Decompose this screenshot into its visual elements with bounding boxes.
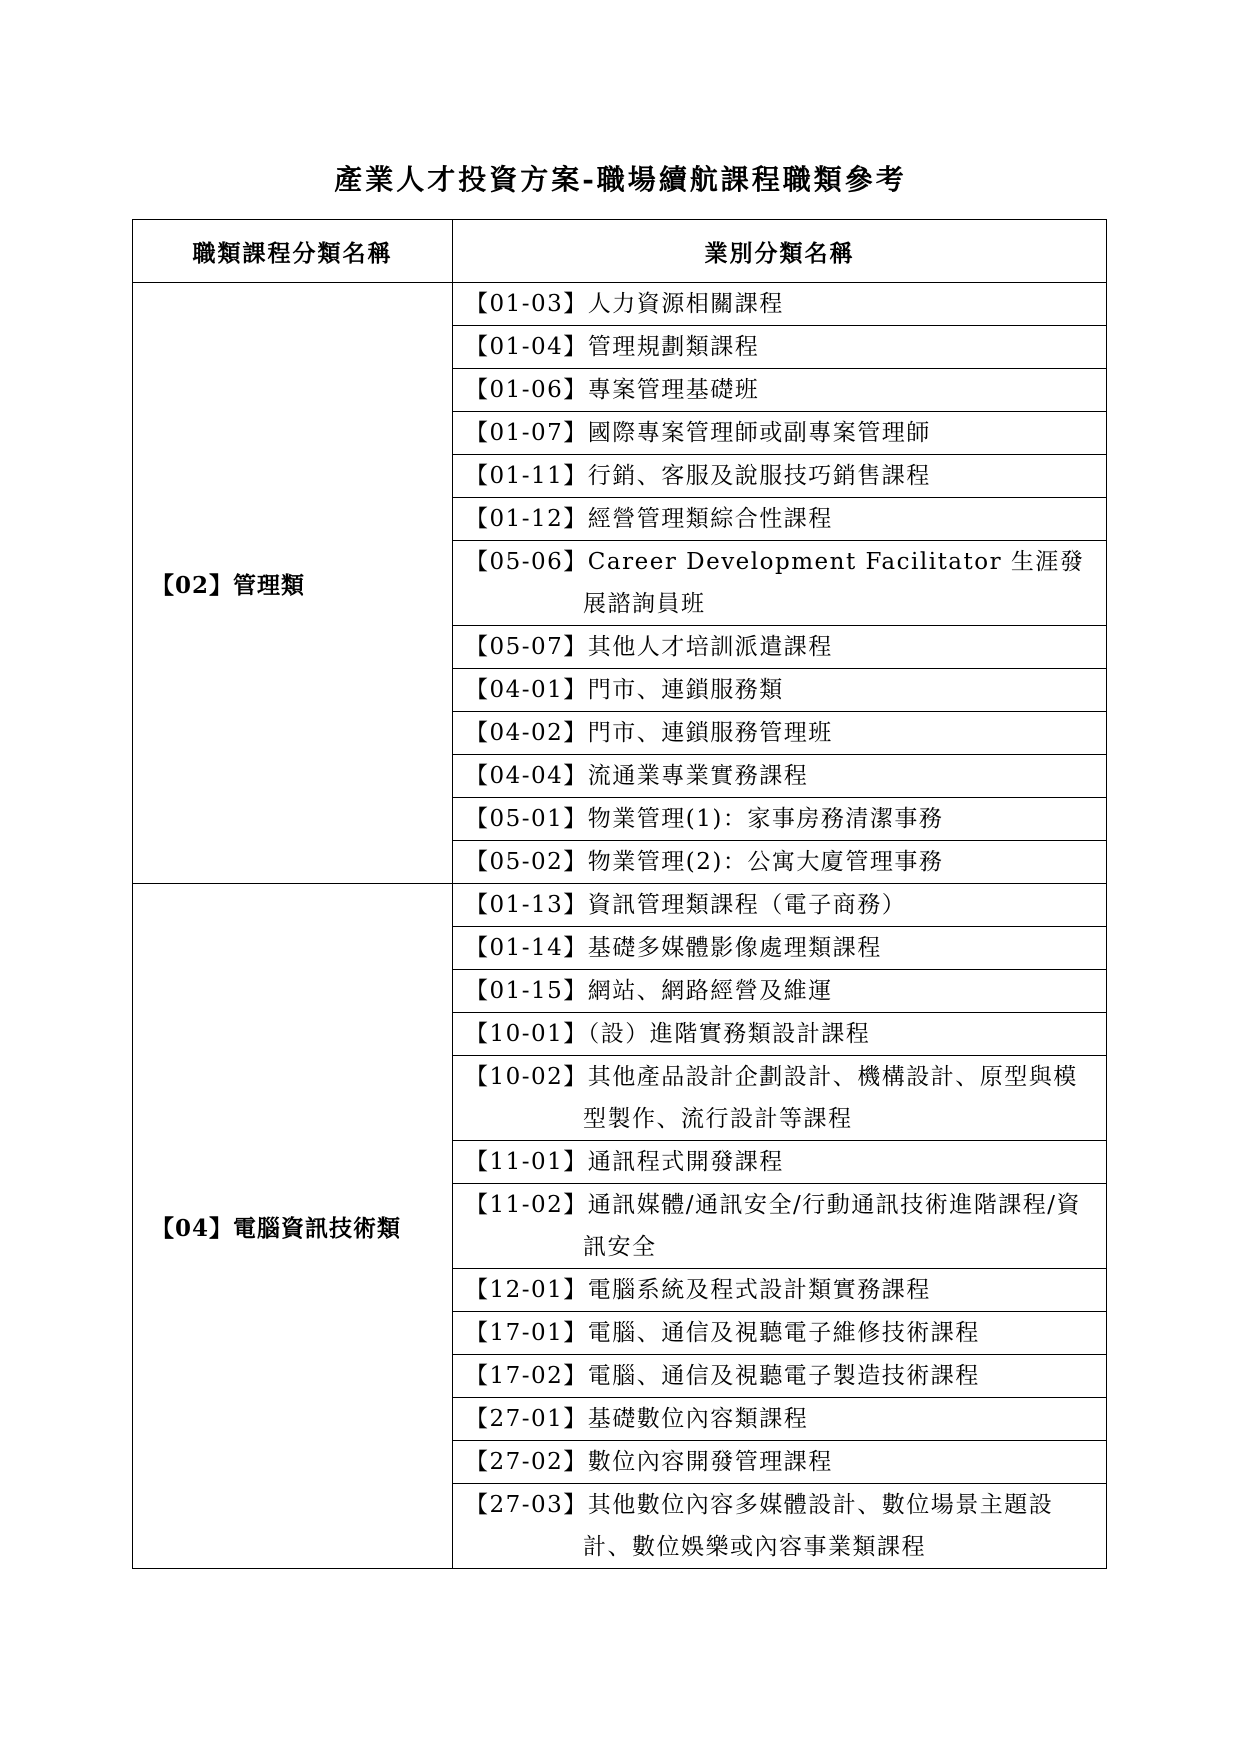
item-text: 【27-03】其他數位內容多媒體設計、數位場景主題設計、數位娛樂或內容事業類課程 [465, 1492, 1054, 1560]
item-cell [453, 1013, 1107, 1056]
item-cell [453, 626, 1107, 669]
item-cell [453, 326, 1107, 369]
item-text: 【04-02】門市、連鎖服務管理班 [465, 720, 833, 746]
item-text: 【05-02】物業管理(2)：公寓大廈管理事務 [465, 849, 944, 875]
item-text: 【27-01】基礎數位內容類課程 [465, 1406, 809, 1432]
item-cell [453, 841, 1107, 884]
item-text: 【01-03】人力資源相關課程 [465, 291, 784, 317]
item-cell [453, 755, 1107, 798]
item-text: 【01-11】行銷、客服及說服技巧銷售課程 [465, 463, 931, 489]
course-category-table [132, 219, 1107, 1569]
page-title: 產業人才投資方案-職場續航課程職類參考 [334, 163, 907, 196]
item-cell [453, 884, 1107, 927]
item-cell [453, 927, 1107, 970]
item-cell [453, 1312, 1107, 1355]
item-cell [453, 1056, 1107, 1141]
item-cell [453, 712, 1107, 755]
item-cell [453, 412, 1107, 455]
item-cell [453, 669, 1107, 712]
item-text: 【01-15】網站、網路經營及維運 [465, 978, 833, 1004]
table-row [133, 884, 1107, 927]
item-cell [453, 455, 1107, 498]
item-cell [453, 1441, 1107, 1484]
item-text: 【17-02】電腦、通信及視聽電子製造技術課程 [465, 1363, 980, 1389]
item-cell [453, 498, 1107, 541]
item-text: 【04-01】門市、連鎖服務類 [465, 677, 784, 703]
item-text: 【27-02】數位內容開發管理課程 [465, 1449, 833, 1475]
item-text: 【05-01】物業管理(1)：家事房務清潔事務 [465, 806, 944, 832]
category-cell: 【04】電腦資訊技術類 [133, 884, 453, 1569]
item-text: 【01-13】資訊管理類課程（電子商務） [465, 892, 907, 918]
item-text: 【11-01】通訊程式開發課程 [465, 1149, 784, 1175]
item-cell [453, 1141, 1107, 1184]
item-cell [453, 1484, 1107, 1569]
item-cell [453, 283, 1107, 326]
item-text: 【11-02】通訊媒體/通訊安全/行動通訊技術進階課程/資訊安全 [465, 1192, 1082, 1260]
item-text: 【01-06】專案管理基礎班 [465, 377, 760, 403]
table-header-row [133, 220, 1107, 283]
header-industry: 業別分類名稱 [453, 220, 1107, 283]
item-text: 【05-06】Career Development Facilitator 生涯發展諮詢員班 [465, 549, 1085, 617]
item-text: 【01-12】經營管理類綜合性課程 [465, 506, 833, 532]
item-cell [453, 1355, 1107, 1398]
item-text: 【12-01】電腦系統及程式設計類實務課程 [465, 1277, 931, 1303]
item-cell [453, 1184, 1107, 1269]
item-text: 【05-07】其他人才培訓派遣課程 [465, 634, 833, 660]
item-cell [453, 798, 1107, 841]
item-text: 【01-07】國際專案管理師或副專案管理師 [465, 420, 931, 446]
item-cell [453, 1269, 1107, 1312]
item-text: 【01-14】基礎多媒體影像處理類課程 [465, 935, 882, 961]
item-cell [453, 970, 1107, 1013]
item-cell [453, 369, 1107, 412]
item-text: 【17-01】電腦、通信及視聽電子維修技術課程 [465, 1320, 980, 1346]
item-cell [453, 541, 1107, 626]
category-cell: 【02】管理類 [133, 283, 453, 884]
item-text: 【01-04】管理規劃類課程 [465, 334, 760, 360]
item-text: 【10-02】其他產品設計企劃設計、機構設計、原型與模型製作、流行設計等課程 [465, 1064, 1078, 1132]
header-category: 職類課程分類名稱 [133, 220, 453, 283]
item-text: 【10-01】（設）進階實務類設計課程 [465, 1021, 871, 1047]
item-text: 【04-04】流通業專業實務課程 [465, 763, 809, 789]
item-cell [453, 1398, 1107, 1441]
table-row [133, 283, 1107, 326]
